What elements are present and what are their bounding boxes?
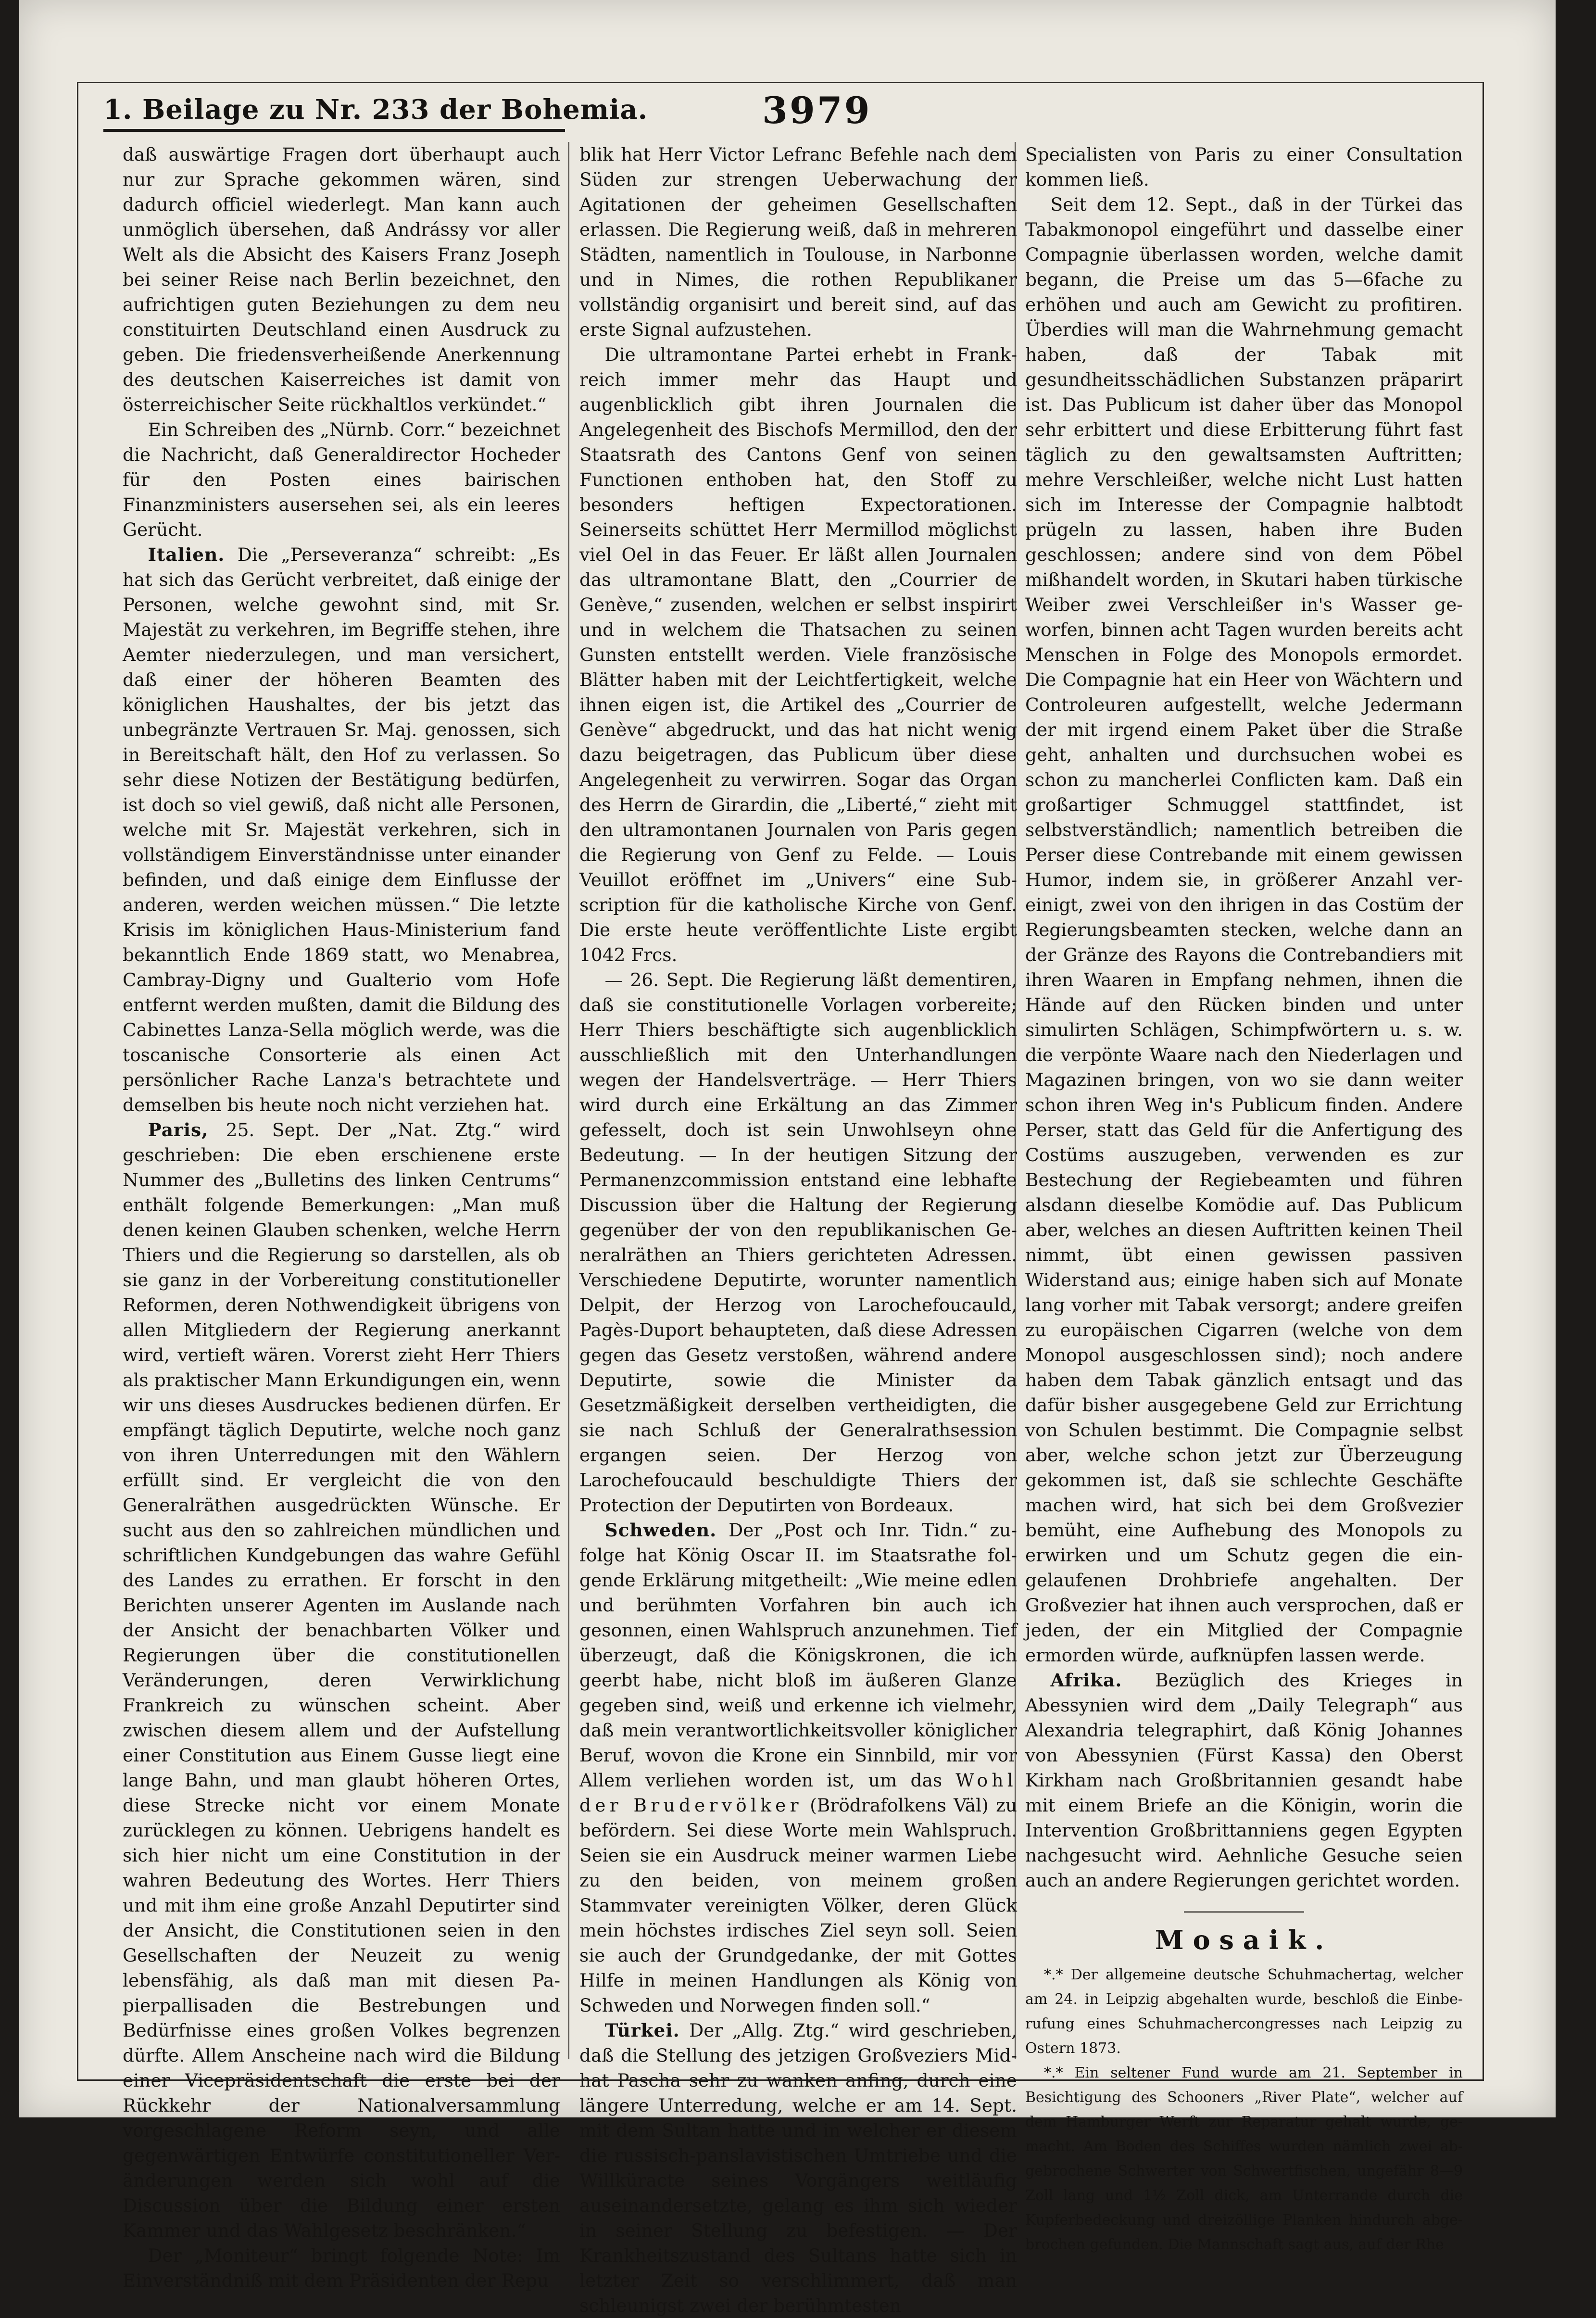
paragraph-text: (Brödrafolkens Väl) zu befördern. Sei diese Worte mein Wahlspruch. Seien sie ein Ausdruck meiner warmen Liebe zu den beiden, von meinem großen Stammvater vereinigten Völker, deren Glück mein höchstes irdisches Ziel seyn soll. Seien sie auch der Grundgedanke, der mit Gottes Hilfe in meinen Handlungen als König von Schweden und Norwegen finden soll.“ xyxy=(579,1795,1017,2016)
news-item: *.* Der allgemeine deutsche Schuhmachertag, welcher am 24. in Leipzig abgehalten wurde, beschloß die Einberufung eines Schuhmachercongresses nach Leipzig zu Ostern 1873. xyxy=(1025,1966,1463,2057)
article-paragraph xyxy=(579,2018,1017,2318)
country-heading: Schweden. xyxy=(604,1520,717,1541)
column-3 xyxy=(1025,142,1463,2253)
article-paragraph: Seit dem 12. Sept., daß in der Türkei das Tabakmonopol eingeführt und dasselbe einer Compagnie überlassen worden, welche damit begann, die Preise um das 5—6fache zu erhöhen und auch am Gewicht zu profitiren. Überdies will man die Wahrnehmung gemacht haben, daß der Tabak mit gesundheitsschädlichen Substanzen präparirt ist. Das Publicum ist daher über das Monopol sehr erbittert und diese Erbitterung führt fast täglich zu den gewaltsamsten Auftritten; mehre Verschleißer, welche nicht Lust hatten sich im Interesse der Compagnie halbtodt prügeln zu lassen, haben ihre Buden geschlossen; andere sind von dem Pöbel mißhandelt worden, in Skutari haben türkische Weiber zwei Verschleißer in's Wasser geworfen, binnen acht Tagen wurden bereits acht Menschen in Folge des Monopols ermordet. Die Compagnie hat ein Heer von Wächtern und Controleuren aufgestellt, welche Jedermann der mit irgend einem Paket über die Straße geht, anhalten und durchsuchen wobei es schon zu mancherlei Conflicten kam. Daß ein großartiger Schmuggel stattfindet, ist selbstverständlich; namentlich betreiben die Perser diese Contrebande mit einem gewissen Humor, indem sie, in größerer Anzahl vereinigt, zwei von den ihrigen in das Costüm der Regierungsbeamten stecken, welche dann an der Gränze des Rayons die Contrebandiers mit ihren Waaren in Empfang nehmen, ihnen die Hände auf den Rücken binden und unter simulirten Schlägen, Schimpfwörtern u. s. w. die verpönte Waare nach den Niederlagen und Magazinen bringen, von wo sie dann weiter schon ihren Weg in's Publicum finden. Andere Perser, statt das Geld für die Anfertigung des Costüms auszugeben, verwenden es zur Bestechung der Regiebeamten und führen alsdann dieselbe Komödie auf. Das Publicum aber, welches an diesen Auftritten keinen Theil nimmt, übt einen gewissen passiven Widerstand aus; einige haben sich auf Monate lang vorher mit Tabak versorgt; andere greifen zu europäischen Cigarren (welche von dem Monopol ausgeschlossen sind); noch andere haben dem Tabak gänzlich entsagt und das dafür bisher ausgegebene Geld zur Errichtung von Schulen bestimmt. Die Compagnie selbst aber, welche schon jetzt zur Überzeugung gekommen ist, daß sie schlechte Geschäfte machen wird, hat sich bei dem Großvezier bemüht, eine Aufhebung des Monopols zu erwirken und um Schutz gegen die eingelaufenen Drohbriefe angehalten. Der Großvezier hat ihnen auch versprochen, daß er jeden, der ein Mitglied der Compagnie ermorden würde, aufknüpfen lassen werde. xyxy=(1025,194,1463,1666)
page-number: 3979 xyxy=(762,89,872,132)
paragraph-text: Die „Perseveranza“ schreibt: „Es hat sich das Gerücht verbreitet, daß einige der Personen, welche gewohnt sind, mit Sr. Majestät zu verkehren, im Begriffe stehen, ihre Aemter niederzulegen, und man versichert, daß einer der höheren Beamten des königlichen Haushaltes, der bis jetzt das unbegränzte Vertrauen Sr. Maj. genossen, sich in Bereitschaft hält, den Hof zu verlassen. So sehr diese Notizen der Bestätigung bedürfen, ist doch so viel gewiß, daß nicht alle Personen, welche mit Sr. Majestät verkehren, sich in vollständigem Einverständnisse unter einander befinden, und daß einige dem Einflusse der anderen, werden weichen müssen.“ Die letzte Krisis im königlichen Haus-Ministerium fand bekanntlich Ende 1869 statt, wo Menabrea, Cambray-Digny und Gualterio vom Hofe entfernt werden mußten, damit die Bildung des Cabinettes Lanza-Sella möglich werde, was die toscanische Consorterie als einen Act persönlicher Rache Lanza's betrachtete und demselben bis heute noch nicht verziehen hat. xyxy=(123,544,560,1115)
news-item: *.* Ein seltener Fund wurde am 21. September in Besichtigung des Schooners „River Plate“, welcher auf dem Hamburger Werft zur Reparatur gehalt wurde, gemacht. Am Boden des Schiffes wurden nämlich zwei abgebrochene Schwerter von Schwertfischen, ungefähr 8—9 Zoll lang und 1½ Zoll dick, am Unterrande durch die Kupferbedeckung und dreizöllige Planken hindurch abgebrochen gefunden. Die Mannschaft sagt aus, auf der Rhe xyxy=(1025,2065,1463,2253)
country-heading: Afrika. xyxy=(1050,1670,1122,1691)
column-divider xyxy=(568,142,569,2059)
paragraph-text: Bezüglich des Krieges in Abessynien wird dem „Daily Telegraph“ aus Alexandria telegraphirt, daß König Johannes von Abessynien (Fürst Kassa) den Oberst Kirkham nach Großbritannien gesandt habe mit einem Briefe an die Königin, worin die Intervention Großbrittanniens gegen Egypten nachgesucht wird. Aehnliche Gesuche seien auch an andere Regierungen gerichtet worden. xyxy=(1025,1670,1463,1891)
column-2 xyxy=(579,142,1017,2316)
article-paragraph xyxy=(123,1117,560,2243)
article-paragraph: blik hat Herr Victor Lefranc Befehle nach dem Süden zur strengen Ueberwachung der Agitationen der geheimen Gesellschaften erlassen. Die Regierung weiß, daß in mehreren Städten, namentlich in Toulouse, in Narbonne und in Nimes, die rothen Republikaner vollständig organisirt und bereit sind, auf das erste Signal aufzustehen. xyxy=(579,144,1017,340)
article-paragraph: Der „Moniteur“ bringt folgende Note: Im Einverständniß mit dem Präsidenten der Repu xyxy=(123,2245,560,2291)
section-title: Mosaik. xyxy=(1155,1925,1333,1955)
column-1 xyxy=(123,142,560,2291)
supplement-title: 1. Beilage zu Nr. 233 der Bohemia. xyxy=(103,94,648,126)
paragraph-text: Der „Post och Inr. Tidn.“ zufolge hat König Oscar II. im Staatsrathe folgende Erklärung mitgetheilt: „Wie meine edlen und berühmten Vorfahren bin auch ich gesonnen, einen Wahlspruch anzunehmen. Tief überzeugt, daß die Königskronen, die ich geerbt habe, nicht bloß im äußeren Glanze gegeben sind, weiß und erkenne ich vielmehr, daß mein verantwortlichkeitsvoller königlicher Beruf, wovon die Krone ein Sinnbild, mir vor Allem verliehen worden ist, um das xyxy=(579,1520,1017,1791)
paragraph-text: 25. Sept. Der „Nat. Ztg.“ wird geschrieben: Die eben erschienene erste Nummer des „Bulletins des linken Centrums“ enthält folgende Bemerkungen: „Man muß denen keinen Glauben schenken, welche Herrn Thiers und die Regierung so darstellen, als ob sie ganz in der Vorbereitung constitutioneller Reformen, deren Nothwendigkeit übrigens von allen Mitgliedern der Regierung anerkannt wird, vertieft wären. Vorerst zieht Herr Thiers als praktischer Mann Erkundigungen ein, wenn wir uns dieses Ausdruckes bedienen dürfen. Er empfängt täglich Deputirte, welche noch ganz von ihren Unterredungen mit den Wählern erfüllt sind. Er vergleicht die von den Generalräthen ausgedrückten Wünsche. Er sucht aus den so zahlreichen mündlichen und schriftlichen Kundgebungen das wahre Gefühl des Landes zu errathen. Er forscht in den Berichten unserer Agenten im Auslande nach der Ansicht der benachbarten Völker und Regierungen über die constitutionellen Veränderungen, deren Verwirklichung Frankreich zu wünschen scheint. Aber zwischen diesem allem und der Aufstellung einer Constitution aus Einem Gusse liegt eine lange Bahn, und man glaubt höheren Ortes, diese Strecke nicht vor einem Monate zurücklegen zu können. Uebrigens handelt es sich hier nicht um eine Constitution in der wahren Bedeutung des Wortes. Herr Thiers und mit ihm eine große Anzahl Deputirter sind der Ansicht, die Constitutionen seien in den Gesellschaften der Neuzeit zu wenig lebensfähig, als daß man mit diesen Papierpallisaden die Bestrebungen und Bedürfnisse eines großen Volkes begrenzen dürfte. Allem Anscheine nach wird die Bildung einer Vicepräsidentschaft die erste bei der Rückkehr der Nationalversammlung vorgeschlagene Reform seyn, und alle gegenwärtigen Entwürfe constitutioneller Veränderungen werden sich wohl auf die Discussion über die Bildung einer ersten Kammer und das Wahlgesetz beschränken.“ xyxy=(123,1119,560,2241)
article-paragraph xyxy=(579,1518,1017,2018)
country-heading: Türkei. xyxy=(604,2020,680,2041)
article-paragraph: — 26. Sept. Die Regierung läßt dementiren, daß sie constitutionelle Vorlagen vorbereite; Herr Thiers beschäftigte sich augenblicklich ausschließlich mit den Unterhandlungen wegen der Handelsverträge. — Herr Thiers wird durch eine Erkältung an das Zimmer gefesselt, doch ist sein Unwohlseyn ohne Bedeutung. — In der heutigen Sitzung der Permanenzcommission entstand eine lebhafte Discussion über die Haltung der Regierung gegenüber der von den republikanischen Generalräthen an Thiers gerichteten Adressen. Verschiedene Deputirte, worunter namentlich Delpit, der Herzog von Larochefoucauld, Pagès-Duport behaupteten, daß diese Adressen gegen das Gesetz verstoßen, während andere Deputirte, sowie die Minister da Gesetzmäßigkeit derselben vertheidigten, die sie nach Schluß der Generalrathsession ergangen seien. Der Herzog von Larochefoucauld beschuldigte Thiers der Protection der Deputirten von Bordeaux. xyxy=(579,969,1017,1516)
motto-text: Wohl der Brudervölker xyxy=(579,1770,1017,1816)
city-heading: Paris, xyxy=(148,1119,209,1140)
header-rule xyxy=(103,129,565,132)
article-paragraph: daß auswärtige Fragen dort überhaupt auch nur zur Sprache gekommen wären, sind dadurch officiel wiederlegt. Man kann auch unmöglich übersehen, daß Andrássy vor aller Welt als die Absicht des Kaisers Franz Joseph bei seiner Reise nach Berlin bezeichnet, den aufrichtigen guten Beziehungen zu dem neu constituirten Deutschland einen Ausdruck zu geben. Die friedensverheißende Anerkennung des deutschen Kaiserreiches ist damit von österreichischer Seite rückhaltlos verkündet.“ xyxy=(123,144,560,415)
paragraph-text: Der „Allg. Ztg.“ wird geschrieben, daß die Stellung des jetzigen Großveziers Midhat Pascha sehr zu wanken anfing, durch eine längere Unterredung, welche er am 14. Sept. mit dem Sultan hatte und in welcher er diesem die russisch-panslavistischen Umtriebe und die Willküracte seines Vorgängers weitläufig auseinandersetzte, gelang es ihm sich wieder in seiner Stellung zu befestigen. — Der Krankheitszustand des Sultans hatte sich in letzter Zeit so verschlimmert, daß man schleunigst zwei der berühmtesten xyxy=(579,2020,1017,2316)
country-heading: Italien. xyxy=(148,544,225,565)
article-paragraph xyxy=(123,542,560,1117)
article-paragraph: Specialisten von Paris zu einer Consultation kommen ließ. xyxy=(1025,144,1463,190)
article-paragraph xyxy=(1025,1668,1463,1893)
page-header xyxy=(103,84,1488,142)
mosaik-section xyxy=(1025,1963,1463,2257)
section-divider xyxy=(1184,1911,1304,1914)
article-paragraph: Ein Schreiben des „Nürnb. Corr.“ bezeichnet die Nachricht, daß Generaldirector Hocheder für den Posten eines bairischen Finanzministers ausersehen sei, als ein leeres Gerücht. xyxy=(123,419,560,540)
article-paragraph: Die ultramontane Partei erhebt in Frankreich immer mehr das Haupt und augenblicklich gibt ihren Journalen die Angelegenheit des Bischofs Mermillod, den der Staatsrath des Cantons Genf von seinen Functionen enthoben hat, den Stoff zu besonders heftigen Expectorationen. Seinerseits schüttet Herr Mermillod möglichst viel Oel in das Feuer. Er läßt allen Journalen das ultramontane Blatt, den „Courrier de Genève,“ zusenden, welchen er selbst inspirirt und in welchem die Thatsachen zu seinen Gunsten entstellt werden. Viele französische Blätter haben mit der Leichtfertigkeit, welche ihnen eigen ist, die Artikel des „Courrier de Genève“ abgedruckt, und das hat nicht wenig dazu beigetragen, das Publicum über diese Angelegenheit zu verwirren. Sogar das Organ des Herrn de Girardin, die „Liberté,“ zieht mit den ultramontanen Journalen von Paris gegen die Regierung von Genf zu Felde. — Louis Veuillot eröffnet im „Univers“ eine Subscription für die katholische Kirche von Genf. Die erste heute veröffentlichte Liste ergibt 1042 Frcs. xyxy=(579,344,1017,965)
newspaper-page xyxy=(19,0,1556,2316)
